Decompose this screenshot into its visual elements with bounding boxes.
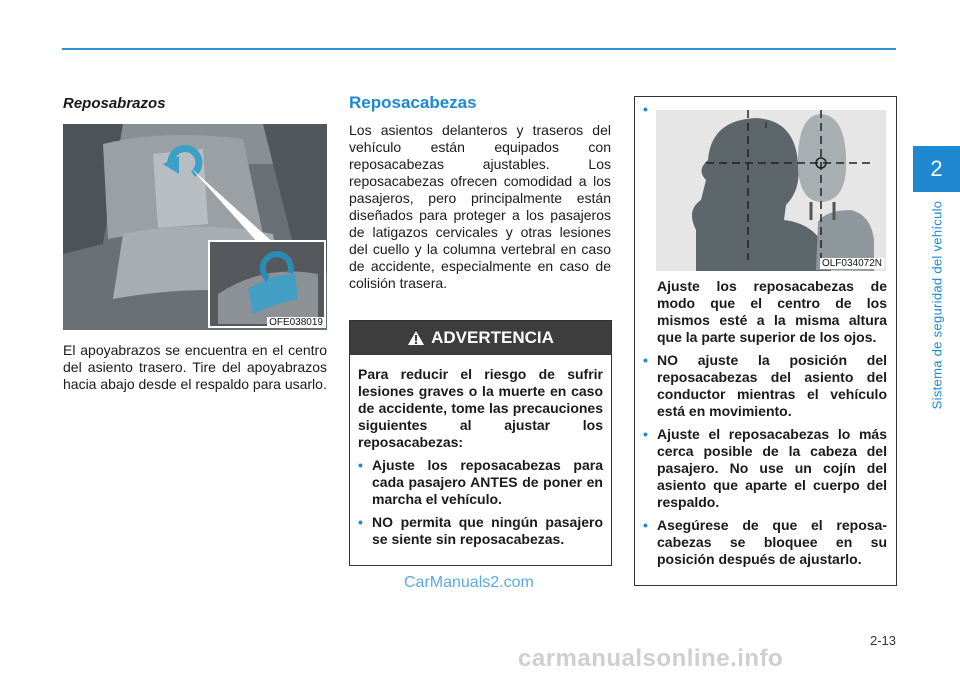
- page-number: 2-13: [869, 633, 896, 648]
- chapter-number-tab: 2: [913, 146, 960, 192]
- headrests-text: Los asientos delanteros y traseros del vehículo están equipados con reposacabezas ajustables. Los reposacabezas ofrecen comodidad a los pasajeros, pero principalmente están diseñados para proteger a los pasajeros de latigazos cervicales y otras lesiones del cuello y la columna vertebral en caso de accidente, especialmente en caso de colisión trasera.: [349, 122, 611, 291]
- armrest-heading: Reposabrazos: [63, 95, 166, 112]
- warning-bullet: [358, 457, 603, 508]
- continued-bullet-text: Ajuste el reposacabezas lo más cerca posible de la cabeza del pasajero. No use un cojín del asiento que aparte el cuerpo del respaldo.: [657, 426, 887, 510]
- bullet-icon: •: [643, 101, 648, 117]
- armrest-image-ref: OFE038019: [269, 317, 323, 328]
- warning-bullet: [358, 514, 603, 548]
- headrests-section: [349, 93, 611, 292]
- rear-seat-illustration: [63, 124, 327, 330]
- site-watermark: carmanualsonline.info: [518, 645, 784, 672]
- continued-bullet: [643, 426, 887, 511]
- bullet-icon: •: [358, 457, 363, 473]
- bullet-icon: •: [358, 514, 363, 530]
- warning-box: [349, 320, 612, 566]
- headrest-image-ref: OLF034072N: [821, 258, 882, 269]
- warning-intro: Para reducir el riesgo de sufrir lesiones graves o la muerte en caso de accidente, tome las precauciones siguientes al ajustar los reposacabezas:: [358, 366, 603, 450]
- carmanuals-watermark: CarManuals2.com: [404, 574, 534, 591]
- bullet-icon: •: [643, 517, 648, 533]
- continued-bullet: [643, 517, 887, 568]
- warning-bullet-text: NO permita que ningún pasajero se siente sin reposacabezas.: [372, 514, 603, 547]
- headrest-caption: Ajuste los reposacabezas de modo que el centro de los mismos esté a la misma altura que la parte superior de los ojos.: [657, 278, 887, 345]
- continued-bullet-text: Asegúrese de que el reposa-cabezas se bloquee en su posición después de ajustarlo.: [657, 517, 887, 567]
- chapter-title: Sistema de seguridad del vehículo: [929, 200, 945, 410]
- armrest-section: [63, 95, 327, 393]
- warning-continued-box: [634, 96, 897, 586]
- continued-bullet-text: NO ajuste la posición del reposacabezas del asiento del conductor mientras el vehículo está en movimiento.: [657, 352, 887, 419]
- top-rule: [62, 48, 896, 50]
- warning-title: ADVERTENCIA: [431, 328, 554, 347]
- headrests-heading: Reposacabezas: [349, 93, 477, 112]
- headrest-photo: [656, 110, 886, 271]
- warning-header: [350, 321, 611, 355]
- bullet-icon: •: [643, 352, 648, 368]
- armrest-text: El apoyabrazos se encuentra en el centro del asiento trasero. Tire del apoyabrazos hacia abajo desde el respaldo para usarlo.: [63, 342, 327, 392]
- bullet-icon: •: [643, 426, 648, 442]
- warning-bullet-text: Ajuste los reposacabezas para cada pasajero ANTES de poner en marcha el vehículo.: [372, 457, 603, 507]
- warning-triangle-icon: [407, 330, 425, 346]
- headrest-alignment-illustration: [656, 110, 886, 271]
- continued-bullet: [643, 352, 887, 420]
- armrest-photo: [63, 124, 327, 330]
